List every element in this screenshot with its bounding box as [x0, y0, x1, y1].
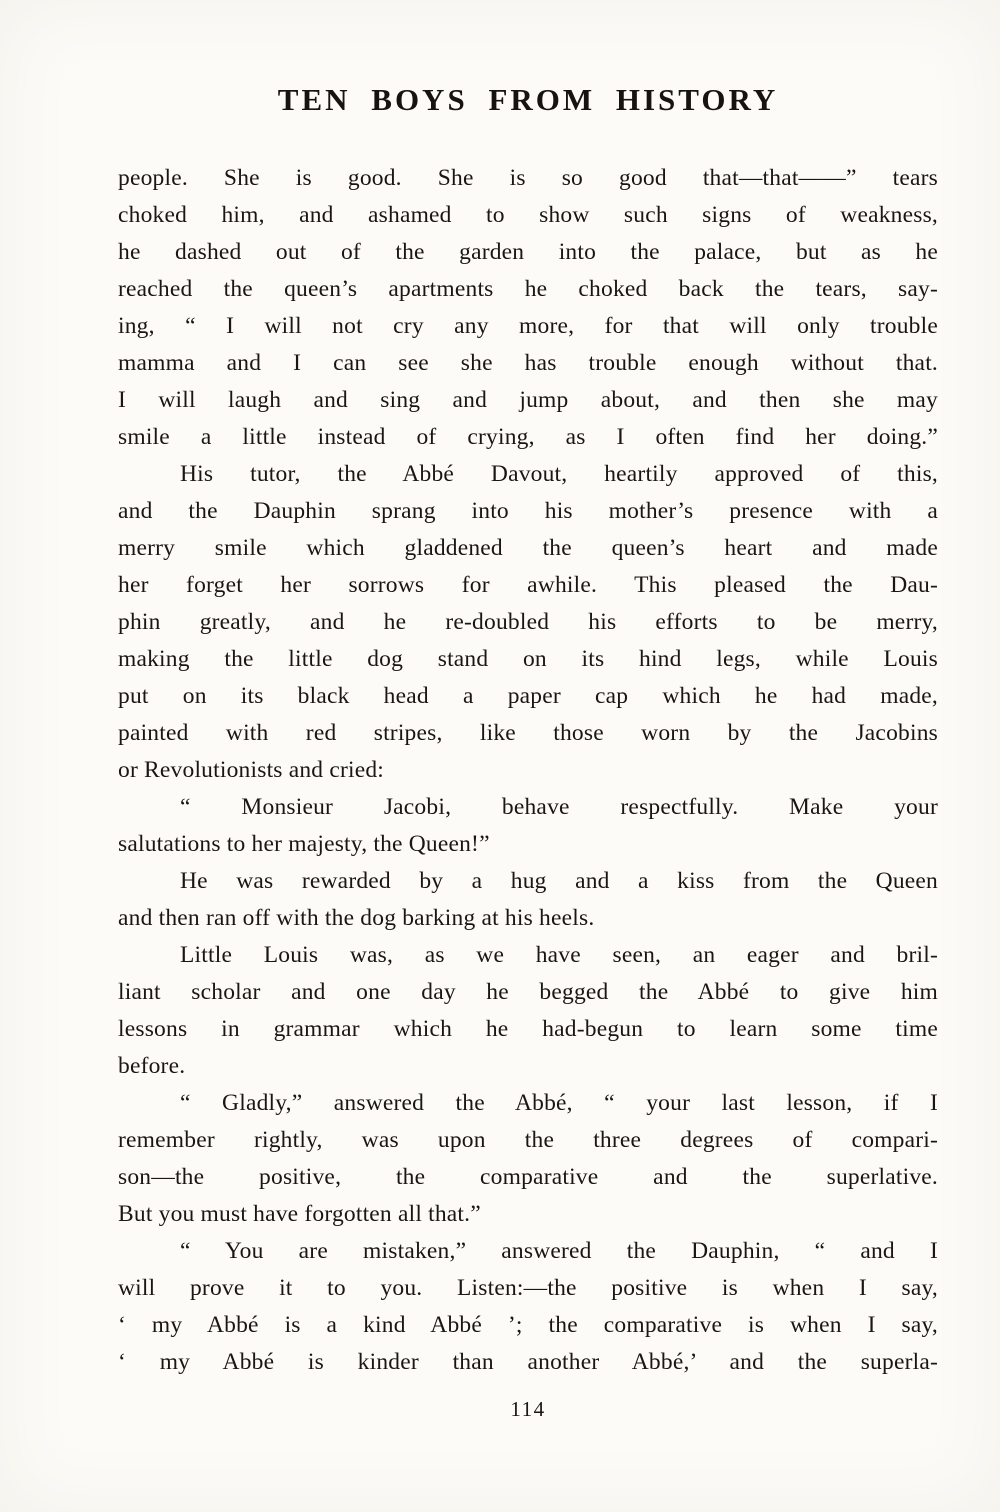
paragraph — [118, 160, 938, 456]
page-number: 114 — [510, 1397, 546, 1421]
text-line: making the little dog stand on its hind legs, while Louis — [118, 646, 938, 672]
text-line: reached the queen’s apartments he choked back the tears, say- — [118, 276, 938, 302]
text-line: or Revolutionists and cried: — [118, 757, 385, 783]
text-line: before. — [118, 1053, 186, 1079]
text-line: ing, “ I will not cry any more, for that will only trouble — [118, 313, 938, 339]
paragraph — [118, 456, 938, 789]
text-line: will prove it to you. Listen:—the positive is when I say, — [118, 1275, 938, 1301]
text-line: people. She is good. She is so good that—that——” tears — [118, 165, 938, 191]
text-line: phin greatly, and he re-doubled his efforts to be merry, — [118, 609, 938, 635]
text-line: liant scholar and one day he begged the Abbé to give him — [118, 979, 938, 1005]
text-line: But you must have forgotten all that.” — [118, 1201, 481, 1227]
text-line: His tutor, the Abbé Davout, heartily approved of this, — [180, 461, 938, 487]
text-line: mamma and I can see she has trouble enough without that. — [118, 350, 938, 376]
paragraph — [118, 1085, 938, 1233]
text-line: ‘ my Abbé is a kind Abbé ’; the comparative is when I say, — [118, 1312, 938, 1338]
running-header: TEN BOYS FROM HISTORY — [277, 82, 779, 117]
text-line: merry smile which gladdened the queen’s heart and made — [118, 535, 938, 561]
text-line: son—the positive, the comparative and the superlative. — [118, 1164, 938, 1190]
text-block — [118, 160, 938, 1381]
text-line: put on its black head a paper cap which he had made, — [118, 683, 938, 709]
text-line: smile a little instead of crying, as I often find her doing.” — [118, 424, 938, 450]
text-line: “ You are mistaken,” answered the Dauphin, “ and I — [180, 1238, 938, 1264]
paragraph — [118, 789, 938, 863]
text-line: lessons in grammar which he had-begun to learn some time — [118, 1016, 938, 1042]
text-line: “ Gladly,” answered the Abbé, “ your last lesson, if I — [180, 1090, 938, 1116]
text-line: “ Monsieur Jacobi, behave respectfully. Make your — [180, 794, 938, 820]
text-line: and the Dauphin sprang into his mother’s presence with a — [118, 498, 938, 524]
text-line: choked him, and ashamed to show such signs of weakness, — [118, 202, 938, 228]
text-line: he dashed out of the garden into the palace, but as he — [118, 239, 938, 265]
text-line: her forget her sorrows for awhile. This pleased the Dau- — [118, 572, 938, 598]
text-line: remember rightly, was upon the three degrees of compari- — [118, 1127, 938, 1153]
paragraph — [118, 1233, 938, 1381]
text-line: and then ran off with the dog barking at his heels. — [118, 905, 595, 931]
text-line: painted with red stripes, like those worn by the Jacobins — [118, 720, 938, 746]
text-line: salutations to her majesty, the Queen!” — [118, 831, 490, 857]
paragraph — [118, 937, 938, 1085]
text-line: I will laugh and sing and jump about, and then she may — [118, 387, 938, 413]
text-line: He was rewarded by a hug and a kiss from the Queen — [180, 868, 938, 894]
text-line: ‘ my Abbé is kinder than another Abbé,’ and the superla- — [118, 1349, 938, 1375]
text-line: Little Louis was, as we have seen, an eager and bril- — [180, 942, 938, 968]
paragraph — [118, 863, 938, 937]
